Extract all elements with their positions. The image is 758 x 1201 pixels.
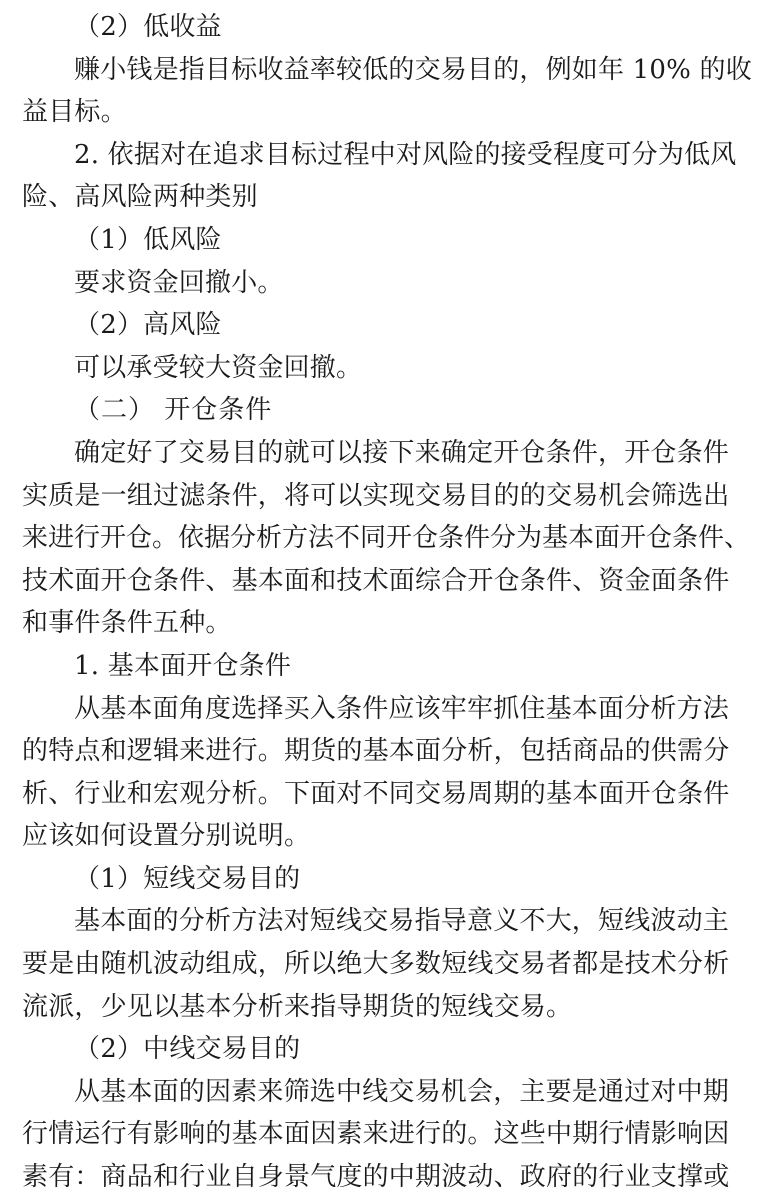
paragraph-line: 的特点和逻辑来进行。期货的基本面分析，包括商品的供需分 (22, 736, 730, 767)
paragraph-line: 行情运行有影响的基本面因素来进行的。这些中期行情影响因 (22, 1119, 730, 1150)
paragraph-line: 基本面的分析方法对短线交易指导意义不大，短线波动主 (74, 906, 730, 937)
document-page (22, 6, 752, 1199)
paragraph-line: 从基本面的因素来筛选中线交易机会，主要是通过对中期 (74, 1076, 730, 1107)
subheading-short-term: （1）短线交易目的 (74, 863, 301, 894)
paragraph-line: 要求资金回撤小。 (74, 267, 284, 298)
paragraph-line: 可以承受较大资金回撤。 (74, 352, 363, 383)
paragraph-line: 应该如何设置分别说明。 (22, 821, 311, 852)
paragraph-line: 险、高风险两种类别 (22, 182, 258, 213)
section-heading-fundamental: 1. 基本面开仓条件 (74, 650, 292, 681)
section-heading-open-conditions: （二） 开仓条件 (74, 395, 273, 426)
paragraph-line: 从基本面角度选择买入条件应该牢牢抓住基本面分析方法 (74, 693, 730, 724)
paragraph-line: 实质是一组过滤条件，将可以实现交易目的的交易机会筛选出 (22, 480, 730, 511)
paragraph-line: 益目标。 (22, 97, 127, 128)
paragraph-line: 赚小钱是指目标收益率较低的交易目的，例如年 10% 的收 (74, 54, 752, 85)
paragraph-line: 流派，少见以基本分析来指导期货的短线交易。 (22, 991, 573, 1022)
paragraph-line: 来进行开仓。依据分析方法不同开仓条件分为基本面开仓条件、 (22, 523, 751, 554)
subheading-low-return: （2）低收益 (74, 12, 222, 42)
paragraph-line: 析、行业和宏观分析。下面对不同交易周期的基本面开仓条件 (22, 778, 730, 809)
paragraph-line: 要是由随机波动组成，所以绝大多数短线交易者都是技术分析 (22, 949, 730, 980)
subheading-high-risk: （2）高风险 (74, 310, 222, 341)
subheading-low-risk: （1）低风险 (74, 224, 222, 255)
paragraph-line: 技术面开仓条件、基本面和技术面综合开仓条件、资金面条件 (22, 565, 730, 596)
paragraph-line: 和事件条件五种。 (22, 608, 232, 639)
paragraph-line: 素有：商品和行业自身景气度的中期波动、政府的行业支撑或 (22, 1162, 730, 1193)
section-heading-risk: 2. 依据对在追求目标过程中对风险的接受程度可分为低风 (74, 139, 737, 170)
subheading-mid-term: （2）中线交易目的 (74, 1034, 301, 1065)
paragraph-line: 确定好了交易目的就可以接下来确定开仓条件，开仓条件 (74, 437, 730, 468)
